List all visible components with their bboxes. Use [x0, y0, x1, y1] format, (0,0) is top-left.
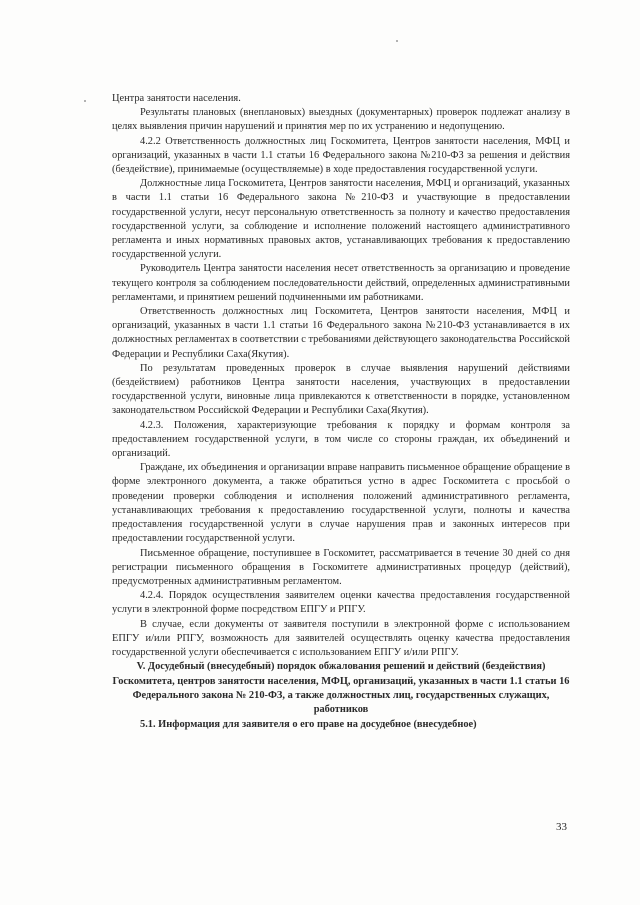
paragraph-4-2-2: 4.2.2 Ответственность должностных лиц Госкомитета, Центров занятости населения, МФЦ и организаций, указанных в части 1.1 статьи 16 Федерального закона №210-ФЗ за решения и действия (бездействие), принимаемые (осуществляемые) в ходе предоставления государственной услуги. — [112, 135, 570, 176]
paragraph-electronic-evaluation: В случае, если документы от заявителя поступили в электронной форме с использованием ЕПГУ и/или РПГУ, возможность для заявителей осуществлять оценку качества предоставления государственной услуги обеспечивается с использованием ЕПГУ и/или РПГУ. — [112, 618, 570, 658]
scan-speck — [84, 100, 86, 102]
page-number: 33 — [556, 821, 567, 833]
paragraph-center-ref: Центра занятости населения. — [112, 93, 241, 104]
paragraph-officials-responsibility: Должностные лица Госкомитета, Центров занятости населения, МФЦ и организаций, указанных в части 1.1 статьи 16 Федерального закона №210-ФЗ и участвующие в предоставлении государственной услуги, несут персональную ответственность за полноту и качество предоставления государственной услуги, за соблюдение и исполнение положений настоящего административного регламента и иных нормативных правовых актов, устанавливающих требования к предоставлению государственной услуги. — [112, 178, 570, 261]
paragraph-4-2-3: 4.2.3. Положения, характеризующие требования к порядку и формам контроля за предоставлением государственной услуги, в том числе со стороны граждан, их объединений и организаций. — [112, 419, 570, 460]
document-body — [112, 92, 570, 732]
paragraph-head-responsibility: Руководитель Центра занятости населения несет ответственность за организацию и проведение текущего контроля за соблюдением последовательности действий, определенных административными регламентами, и принятием решений подчиненными им работниками. — [112, 263, 570, 303]
paragraph-regulations: Ответственность должностных лиц Госкомитета, Центров занятости населения, МФЦ и организаций, указанных в части 1.1 статьи 16 Федерального закона №210-ФЗ устанавливается в их должностных регламентах в соответствии с требованиями действующего законодательства Российской Федерации и Республики Саха(Якутия). — [112, 306, 570, 360]
section-5-1: 5.1. Информация для заявителя о его праве на досудебное (внесудебное) — [140, 718, 477, 730]
paragraph-written-appeal: Письменное обращение, поступившее в Госкомитет, рассматривается в течение 30 дней со дня регистрации письменного обращения в Госкомитете административных процедур (действий), предусмотренных административным регламентом. — [112, 547, 570, 587]
scan-speck — [396, 40, 398, 42]
paragraph-citizens-appeal: Граждане, их объединения и организации вправе направить письменное обращение обращение в форме электронного документа, а также обратиться устно в адрес Госкомитета с просьбой о проведении проверки соблюдения и исполнения положений административного регламента, устанавливающих требования к предоставлению государственной услуги, полноты и качества предоставления государственной услуги в случае нарушения прав и законных интересов при предоставлении государственной услуги. — [112, 462, 570, 545]
paragraph-4-2-4: 4.2.4. Порядок осуществления заявителем оценки качества предоставления государственной услуги в электронной форме посредством ЕПГУ и РПГУ. — [112, 590, 570, 616]
paragraph-inspection-violations: По результатам проведенных проверок в случае выявления нарушений действиями (бездействием) работников Центра занятости населения, участвующих в предоставлении государственной услуги, виновные лица привлекаются к ответственности в порядке, установленном законодательством Российской Федерации и Республики Саха(Якутия). — [112, 362, 570, 417]
paragraph-inspection-results: Результаты плановых (внеплановых) выездных (документарных) проверок подлежат анализу в целях выявления причин нарушений и принятия мер по их устранению и недопущению. — [112, 107, 570, 133]
section-v-heading: V. Досудебный (внесудебный) порядок обжалования решений и действий (бездействия) Госкомитета, центров занятости населения, МФЦ, организаций, указанных в части 1.1 статьи 16 Федерального закона № 210-ФЗ, а также должностных лиц, государственных служащих, работников — [112, 661, 570, 716]
